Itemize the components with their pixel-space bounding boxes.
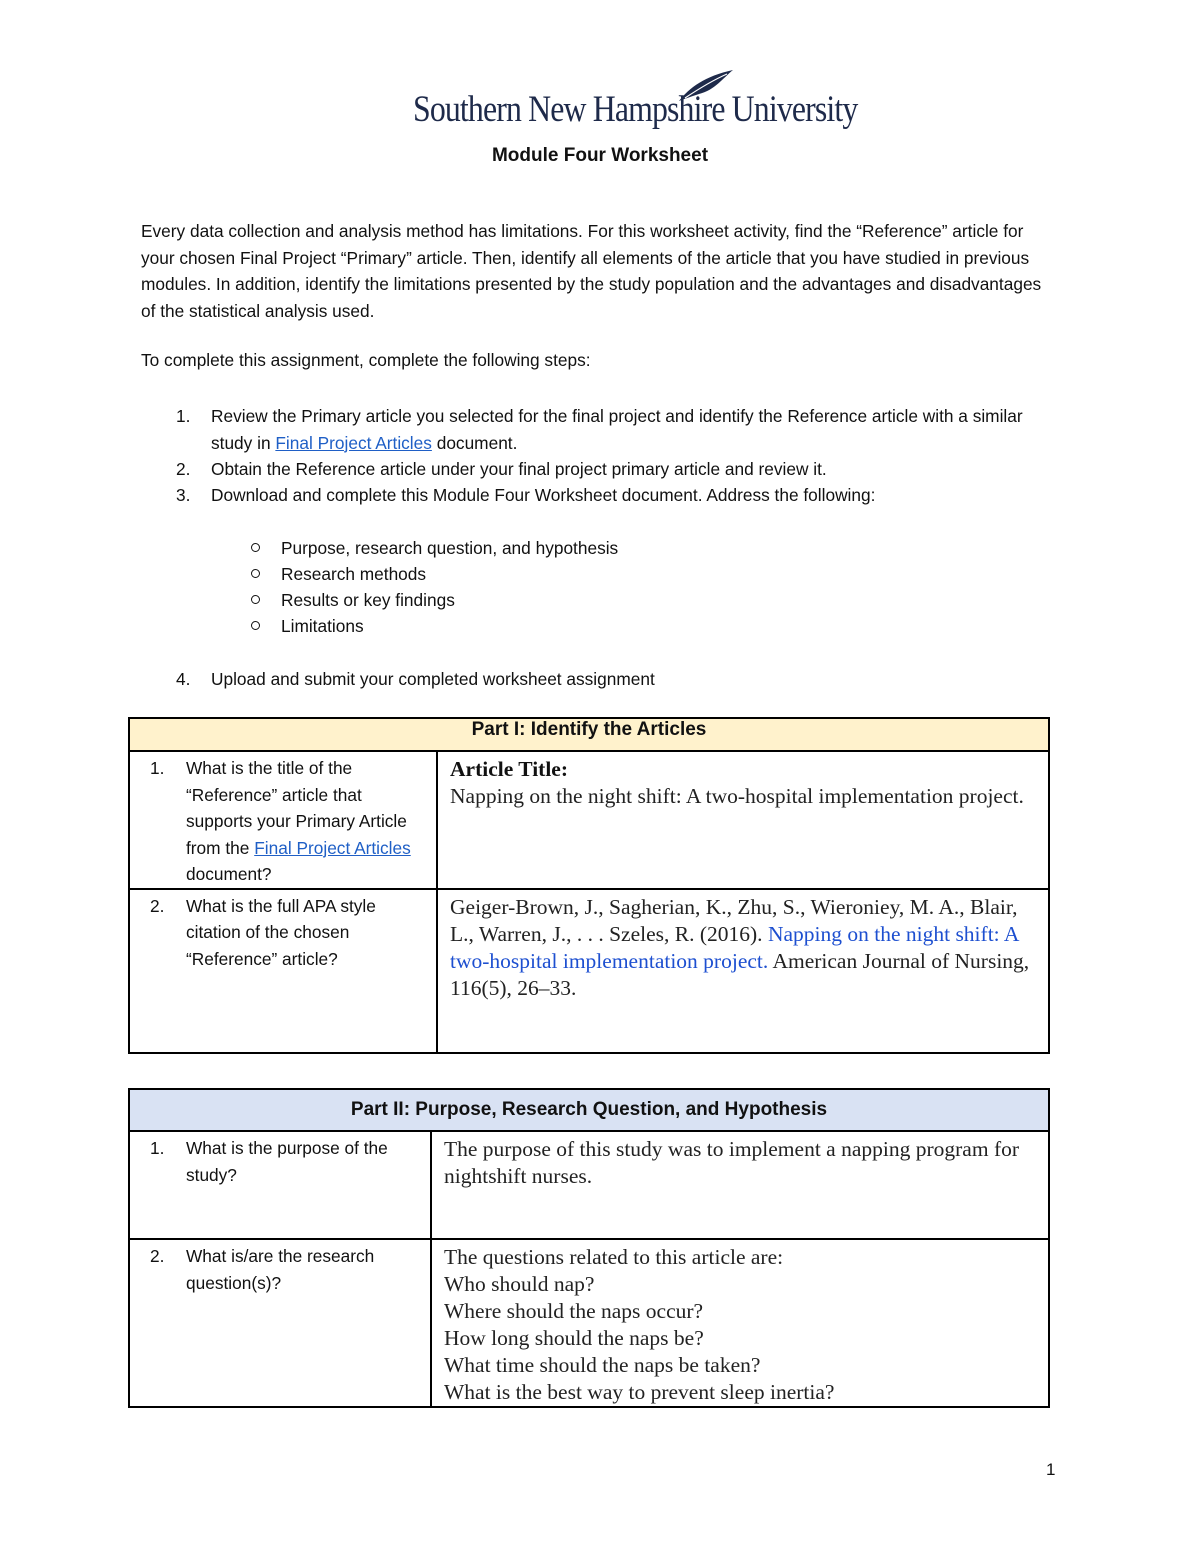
question-cell: 1. What is the title of the “Reference” article that supports your Primary Article from the Final Project Articles document?	[150, 758, 411, 884]
circle-bullet-icon	[251, 543, 260, 552]
answer-cell[interactable]	[431, 1239, 1049, 1407]
table-row	[129, 889, 437, 1053]
part1-header: Part I: Identify the Articles	[129, 718, 1049, 751]
question-cell: 1. What is the purpose of the study?	[150, 1138, 388, 1185]
step-text: Review the Primary article you selected for the final project and identify the Reference article with a similar study in Final Project Articles document.	[211, 406, 1023, 453]
intro-paragraph: Every data collection and analysis method has limitations. For this worksheet activity, find the “Reference” article for your chosen Final Project “Primary” article. Then, identify all elements of the article that you have studied in previous modules. In addition, identify the limitations presented by the study population and the advantages and disadvantages of the statistical analysis used.	[141, 221, 1042, 321]
step-text: Upload and submit your completed worksheet assignment	[211, 669, 655, 689]
circle-bullet-icon	[251, 621, 260, 630]
step-text: Obtain the Reference article under your final project primary article and review it.	[211, 459, 827, 479]
table-row	[129, 1131, 431, 1239]
circle-bullet-icon	[251, 595, 260, 604]
university-logo	[413, 68, 858, 138]
answer-cell[interactable]	[437, 889, 1049, 1053]
final-project-articles-link[interactable]: Final Project Articles	[275, 432, 432, 453]
answer-label: Article Title:	[450, 757, 569, 781]
step-number: 2.	[176, 459, 191, 479]
question-cell: 2. What is/are the research question(s)?	[150, 1246, 375, 1293]
table-row	[129, 1239, 431, 1407]
step-number: 4.	[176, 669, 191, 689]
page-number: 1	[1046, 1460, 1056, 1479]
answer-cell[interactable]	[431, 1131, 1049, 1239]
worksheet-page: Southern New Hampshire University Module Four Worksheet Every data collection and analysis method has limitations. For this worksheet activity, find the “Reference” article for your chosen Final Project “Primary” article. Then, identify all elements of the article that you have studied in previous modules. In addition, identify the limitations presented by the study population and the advantages and disadvantages of the statistical analysis used. To complete this assignment, complete the following steps: 1. Review the Primary article you selected for the final project and identify the Reference article with a similar study in Final Project Articles document. 2. Obtain the Reference article under your final project primary article and review it. 3. Download and complete this Module Four Worksheet document. Address the following: Purpose, research question, and hypothesis Research methods Results or key findings Limitations 4. Upload and submit your completed worksheet assignment Part I: Identify the Articles 1. What is the title of the “Reference” article that supports your Primary Article from the Final Project Articles document? Article Title: Napping on the night shift: A two-hospital implementation project. 2. What is the full APA style citation of the chosen “Reference” article? Geiger-Brown, J., Sagherian, K., Zhu, S., Wieroniey, M. A., Blair, L., Warren, J., . . . Szeles, R. (2016). Napping on the night shift: A two-hospital implementation project. American Journal of Nursing, 116(5), 26–33. Part II: Purpose, Research Question, and Hypothesis 1. What is the purpose of the study? The purpose of this study was to implement a napping program for nightshift nurses. 2. What is/are the research question(s)? The questions related to this article are: Who should nap? Where should the naps occur? How long should the naps be? What time should the naps be taken? What is the best way to prevent sleep inertia? 1	[0, 0, 1200, 1553]
final-project-articles-link[interactable]: Final Project Articles	[254, 837, 411, 858]
step-number: 1.	[176, 406, 191, 426]
question-cell: 2. What is the full APA style citation of the chosen “Reference” article?	[150, 895, 376, 969]
citation-title-link[interactable]: Napping on the night shift: A two-hospital implementation project.	[450, 921, 1019, 973]
part2-header: Part II: Purpose, Research Question, and Hypothesis	[129, 1089, 1049, 1131]
university-name: Southern New Hampshire University	[413, 89, 858, 130]
table-row	[129, 751, 437, 889]
part2-table	[128, 1088, 1050, 1408]
research-questions: The questions related to this article are: Who should nap? Where should the naps occur? How long should the naps be? What time should the naps be taken? What is the best way to prevent sleep inertia?	[444, 1245, 835, 1404]
part1-table	[128, 717, 1050, 1054]
citation-text: Geiger-Brown, J., Sagherian, K., Zhu, S., Wieroniey, M. A., Blair, L., Warren, J., . . . Szeles, R. (2016). Napping on the night shift: A two-hospital implementation project. American Journal of Nursing, 116(5), 26–33.	[450, 894, 1030, 1000]
step-text: Download and complete this Module Four Worksheet document. Address the following:	[211, 485, 876, 505]
step-number: 3.	[176, 485, 191, 505]
steps-lead: To complete this assignment, complete the following steps:	[141, 350, 591, 370]
answer-text: Napping on the night shift: A two-hospital implementation project.	[450, 784, 1024, 808]
page-title: Module Four Worksheet	[491, 145, 709, 166]
answer-text: The purpose of this study was to implement a napping program for nightshift nurses.	[444, 1137, 1020, 1188]
answer-cell[interactable]	[437, 751, 1049, 889]
circle-bullet-icon	[251, 569, 260, 578]
